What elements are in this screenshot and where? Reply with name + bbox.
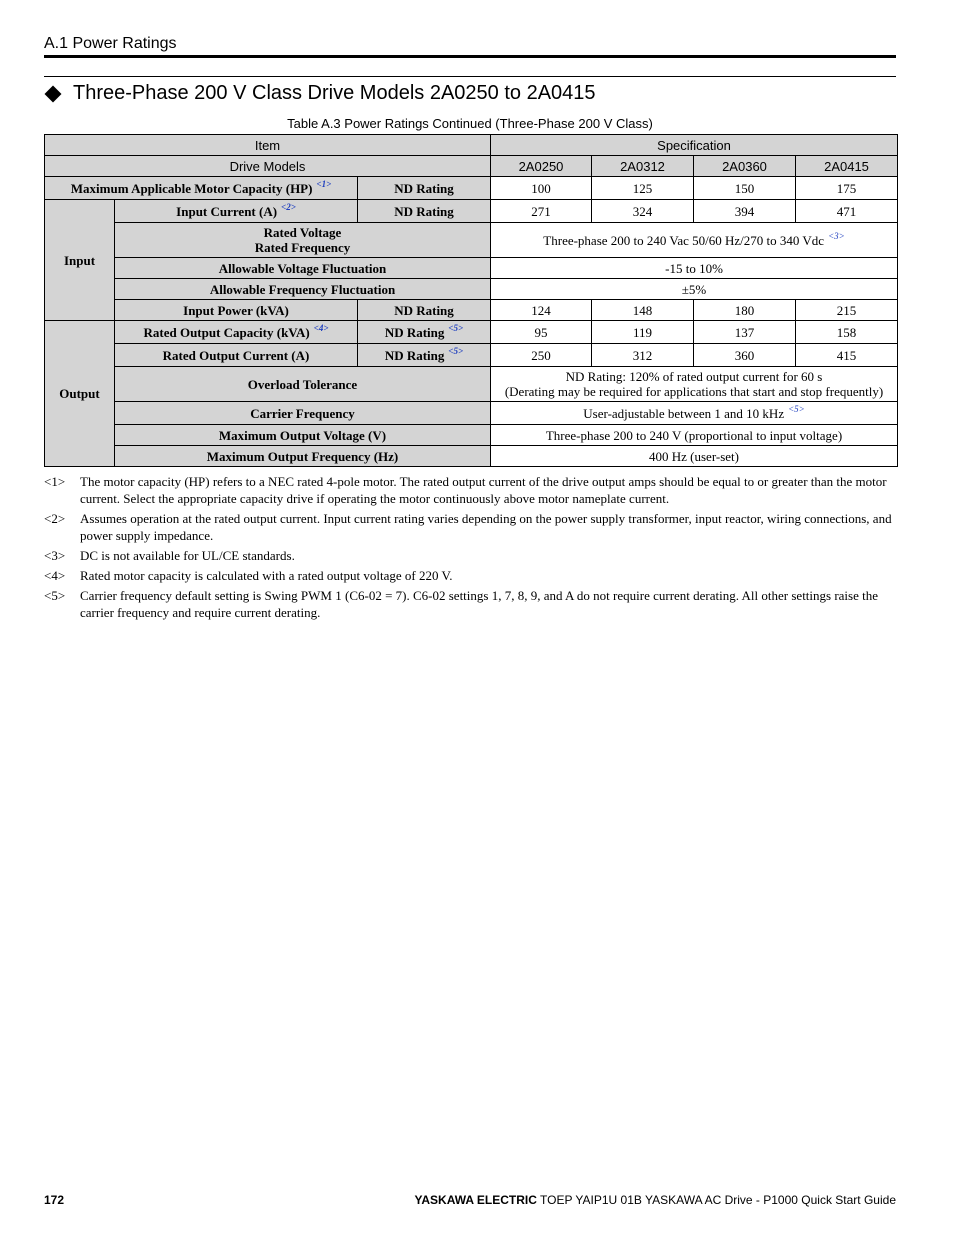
row-label: Rated Output Current (A) [115, 344, 358, 367]
footnote-ref[interactable]: <5> [448, 346, 464, 357]
value-cell: 360 [694, 344, 796, 367]
value-cell: 215 [796, 300, 898, 321]
table-row [45, 367, 898, 402]
footnote [44, 567, 896, 584]
footer-brand: YASKAWA ELECTRIC [414, 1193, 537, 1207]
footnote [44, 473, 896, 507]
value-cell: Three-phase 200 to 240 V (proportional to input voltage) [491, 425, 898, 446]
table-row [45, 177, 898, 200]
value-cell: 125 [592, 177, 694, 200]
table-header-row [45, 135, 898, 156]
footnote-text: Carrier frequency default setting is Swing PWM 1 (C6-02 = 7). C6-02 settings 1, 7, 8, 9, and A do not require current derating. All other settings raise the carrier frequency and require current derating. [80, 588, 879, 620]
value-cell: 312 [592, 344, 694, 367]
value-cell: 175 [796, 177, 898, 200]
value-cell: 95 [491, 321, 592, 344]
value-cell: 471 [796, 200, 898, 223]
table-row [45, 321, 898, 344]
footnote [44, 547, 896, 564]
value-cell: 100 [491, 177, 592, 200]
item-header: Item [45, 135, 491, 156]
value-cell: 394 [694, 200, 796, 223]
value-cell: 137 [694, 321, 796, 344]
table-row [45, 425, 898, 446]
footnote-text: The motor capacity (HP) refers to a NEC rated 4-pole motor. The rated output current of the drive output amps should be equal to or greater than the motor current. Select the appropriate capacity drive if operating the motor continuously above motor nameplate current. [80, 474, 887, 506]
table-row [45, 402, 898, 425]
value-cell: 180 [694, 300, 796, 321]
value-cell: User-adjustable between 1 and 10 kHz $^{<5>}$ [491, 402, 898, 425]
footnote-number: <3> [44, 548, 66, 563]
header-rule [44, 76, 896, 77]
value-cell: 415 [796, 344, 898, 367]
table-row [45, 258, 898, 279]
footnote-number: <1> [44, 474, 66, 489]
table-caption: Table A.3 Power Ratings Continued (Three-Phase 200 V Class) [287, 116, 653, 131]
row-label: Allowable Voltage Fluctuation [115, 258, 491, 279]
footnote-number: <4> [44, 568, 66, 583]
footnote-ref[interactable]: <3> [828, 231, 845, 242]
rating-label: ND Rating $^{<5>}$ [358, 321, 491, 344]
table-row [45, 344, 898, 367]
value-cell: 271 [491, 200, 592, 223]
row-label: Rated Voltage Rated Frequency [115, 223, 491, 258]
page-number: 172 [44, 1193, 65, 1207]
rating-label: ND Rating [358, 177, 491, 200]
footnote-ref[interactable]: <1> [316, 179, 332, 190]
row-label: Maximum Applicable Motor Capacity (HP) $^{<1>}$ [45, 177, 358, 200]
power-ratings-table [44, 134, 898, 467]
footnotes [44, 473, 896, 624]
row-label: Allowable Frequency Fluctuation [115, 279, 491, 300]
footnote-number: <2> [44, 511, 66, 526]
table-row [45, 279, 898, 300]
rating-label: ND Rating $^{<5>}$ [358, 344, 491, 367]
value-cell: 119 [592, 321, 694, 344]
value-cell: Three-phase 200 to 240 Vac 50/60 Hz/270 to 340 Vdc $^{<3>}$ [491, 223, 898, 258]
footnote-ref[interactable]: <2> [281, 202, 296, 213]
table-row [45, 300, 898, 321]
value-cell: 148 [592, 300, 694, 321]
value-cell: ±5% [491, 279, 898, 300]
page-title: Three-Phase 200 V Class Drive Models 2A0250 to 2A0415 [73, 82, 596, 104]
rating-label: ND Rating [358, 200, 491, 223]
row-label: Input Power (kVA) [115, 300, 358, 321]
row-label: Carrier Frequency [115, 402, 491, 425]
value-cell: -15 to 10% [491, 258, 898, 279]
value-cell: ND Rating: 120% of rated output current for 60 s (Derating may be required for applications that start and stop frequently) [491, 367, 898, 402]
output-group-label: Output [45, 321, 115, 467]
footnote-text: Rated motor capacity is calculated with a rated output voltage of 220 V. [80, 568, 453, 583]
table-row [45, 200, 898, 223]
row-label: Maximum Output Voltage (V) [115, 425, 491, 446]
drive-models-label: Drive Models [45, 156, 491, 177]
row-label: Input Current (A) $^{<2>}$ [115, 200, 358, 223]
model-cell: 2A0415 [796, 156, 898, 177]
model-cell: 2A0250 [491, 156, 592, 177]
footnote-text: Assumes operation at the rated output current. Input current rating varies depending on the power supply transformer, input reactor, wiring connections, and power supply impedance. [80, 511, 892, 543]
page-heading [44, 82, 896, 105]
table-row [45, 223, 898, 258]
footnote [44, 587, 896, 621]
footer-doc-title: TOEP YAIP1U 01B YASKAWA AC Drive - P1000 Quick Start Guide [536, 1193, 896, 1207]
model-cell: 2A0312 [592, 156, 694, 177]
page-footer [44, 1193, 896, 1207]
model-cell: 2A0360 [694, 156, 796, 177]
table-row [45, 156, 898, 177]
footnote-ref[interactable]: <4> [313, 323, 329, 334]
value-cell: 150 [694, 177, 796, 200]
footnote-number: <5> [44, 588, 66, 603]
footnote-ref[interactable]: <5> [788, 404, 805, 415]
footnote-text: DC is not available for UL/CE standards. [80, 548, 295, 563]
value-cell: 158 [796, 321, 898, 344]
footnote [44, 510, 896, 544]
diamond-bullet-icon [45, 85, 62, 102]
input-group-label: Input [45, 200, 115, 321]
row-label: Rated Output Capacity (kVA) $^{<4>}$ [115, 321, 358, 344]
row-label: Overload Tolerance [115, 367, 491, 402]
row-label: Maximum Output Frequency (Hz) [115, 446, 491, 467]
footer-doc-info [414, 1193, 896, 1207]
value-cell: 250 [491, 344, 592, 367]
value-cell: 400 Hz (user-set) [491, 446, 898, 467]
spec-header: Specification [491, 135, 898, 156]
section-header: A.1 Power Ratings [44, 35, 896, 58]
value-cell: 324 [592, 200, 694, 223]
footnote-ref[interactable]: <5> [448, 323, 464, 334]
table-row [45, 446, 898, 467]
value-cell: 124 [491, 300, 592, 321]
rating-label: ND Rating [358, 300, 491, 321]
